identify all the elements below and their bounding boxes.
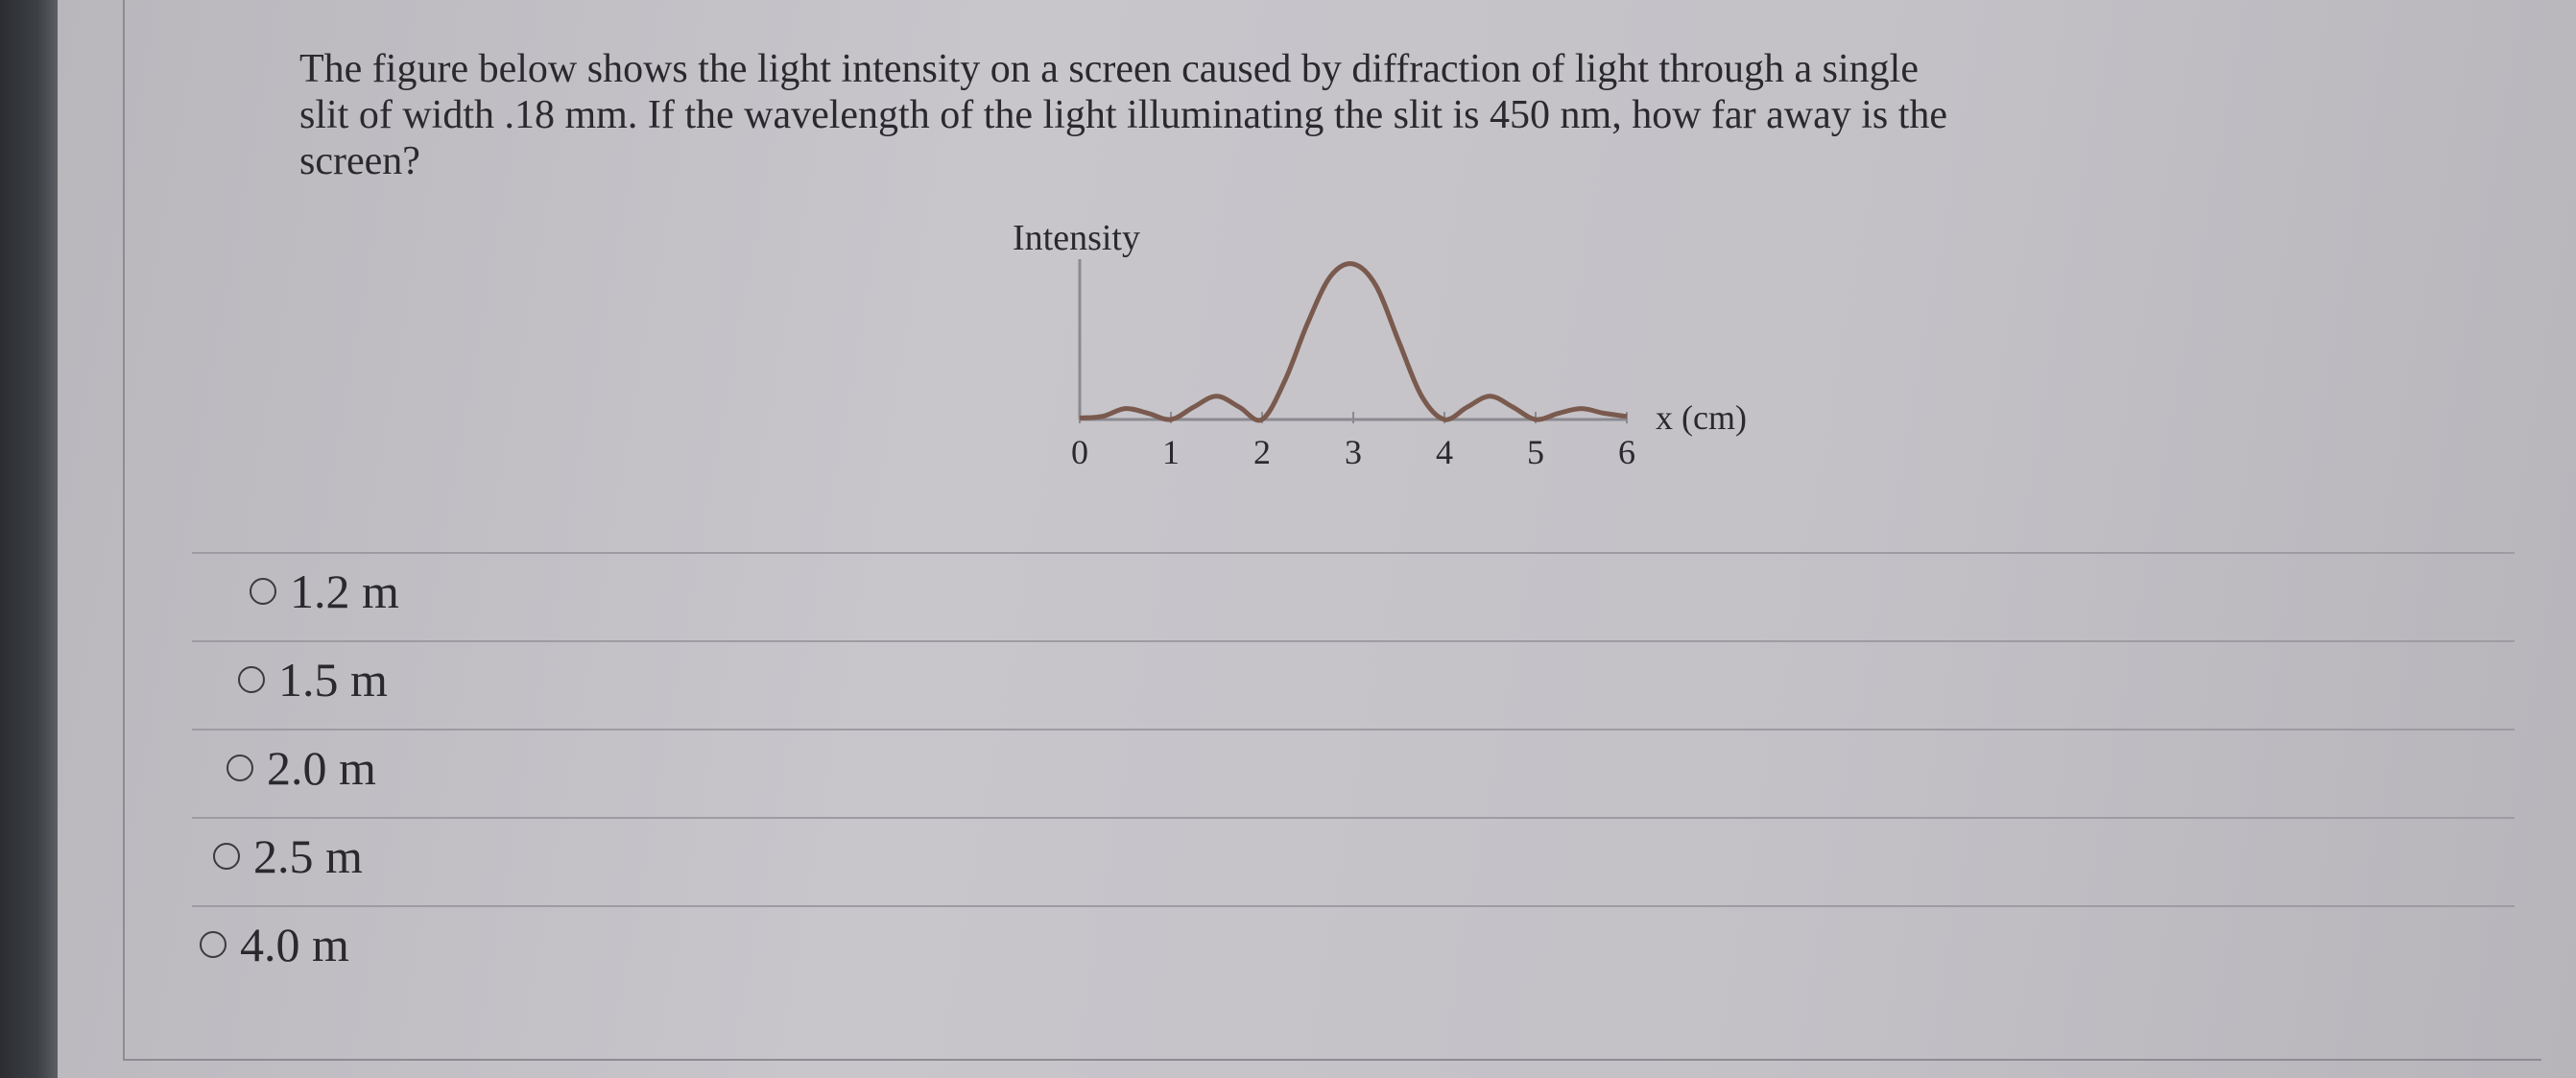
intensity-chart: [989, 206, 1804, 494]
radio-icon[interactable]: [250, 578, 276, 605]
x-tick-label: 5: [1527, 433, 1544, 471]
x-axis-label: x (cm): [1656, 398, 1747, 437]
question-text: [299, 46, 2411, 184]
x-tick-label: 0: [1071, 433, 1088, 471]
question-line-1: The figure below shows the light intensity on a screen caused by diffraction of light through a single: [299, 47, 1919, 91]
option-row-2: [192, 640, 2515, 729]
option-2[interactable]: [238, 652, 388, 707]
option-label: 2.0 m: [267, 741, 376, 795]
option-row-3: [192, 729, 2515, 817]
question-line-2: slit of width .18 mm. If the wavelength of the light illuminating the slit is 450 nm, how far away is the: [299, 93, 1948, 137]
radio-icon[interactable]: [213, 843, 240, 870]
x-tick-label: 2: [1253, 433, 1271, 471]
y-axis-label: Intensity: [1013, 218, 1140, 258]
option-label: 1.2 m: [290, 564, 399, 618]
option-1[interactable]: [250, 563, 399, 619]
x-tick-label: 3: [1345, 433, 1362, 471]
option-4[interactable]: [213, 828, 363, 884]
x-tick-label: 4: [1436, 433, 1453, 471]
x-tick-label: 6: [1618, 433, 1635, 471]
option-label: 4.0 m: [240, 918, 349, 971]
option-row-4: [192, 817, 2515, 905]
option-label: 1.5 m: [278, 653, 388, 707]
question-line-3: screen?: [299, 139, 420, 183]
option-row-5: [192, 905, 2515, 994]
radio-icon[interactable]: [200, 931, 227, 958]
radio-icon[interactable]: [227, 755, 253, 781]
radio-icon[interactable]: [238, 666, 265, 693]
x-tick-label: 1: [1162, 433, 1180, 471]
option-label: 2.5 m: [253, 829, 363, 883]
option-row-1: [192, 552, 2515, 640]
intensity-curve: [1080, 264, 1627, 420]
option-3[interactable]: [227, 740, 376, 796]
option-5[interactable]: [200, 917, 349, 972]
